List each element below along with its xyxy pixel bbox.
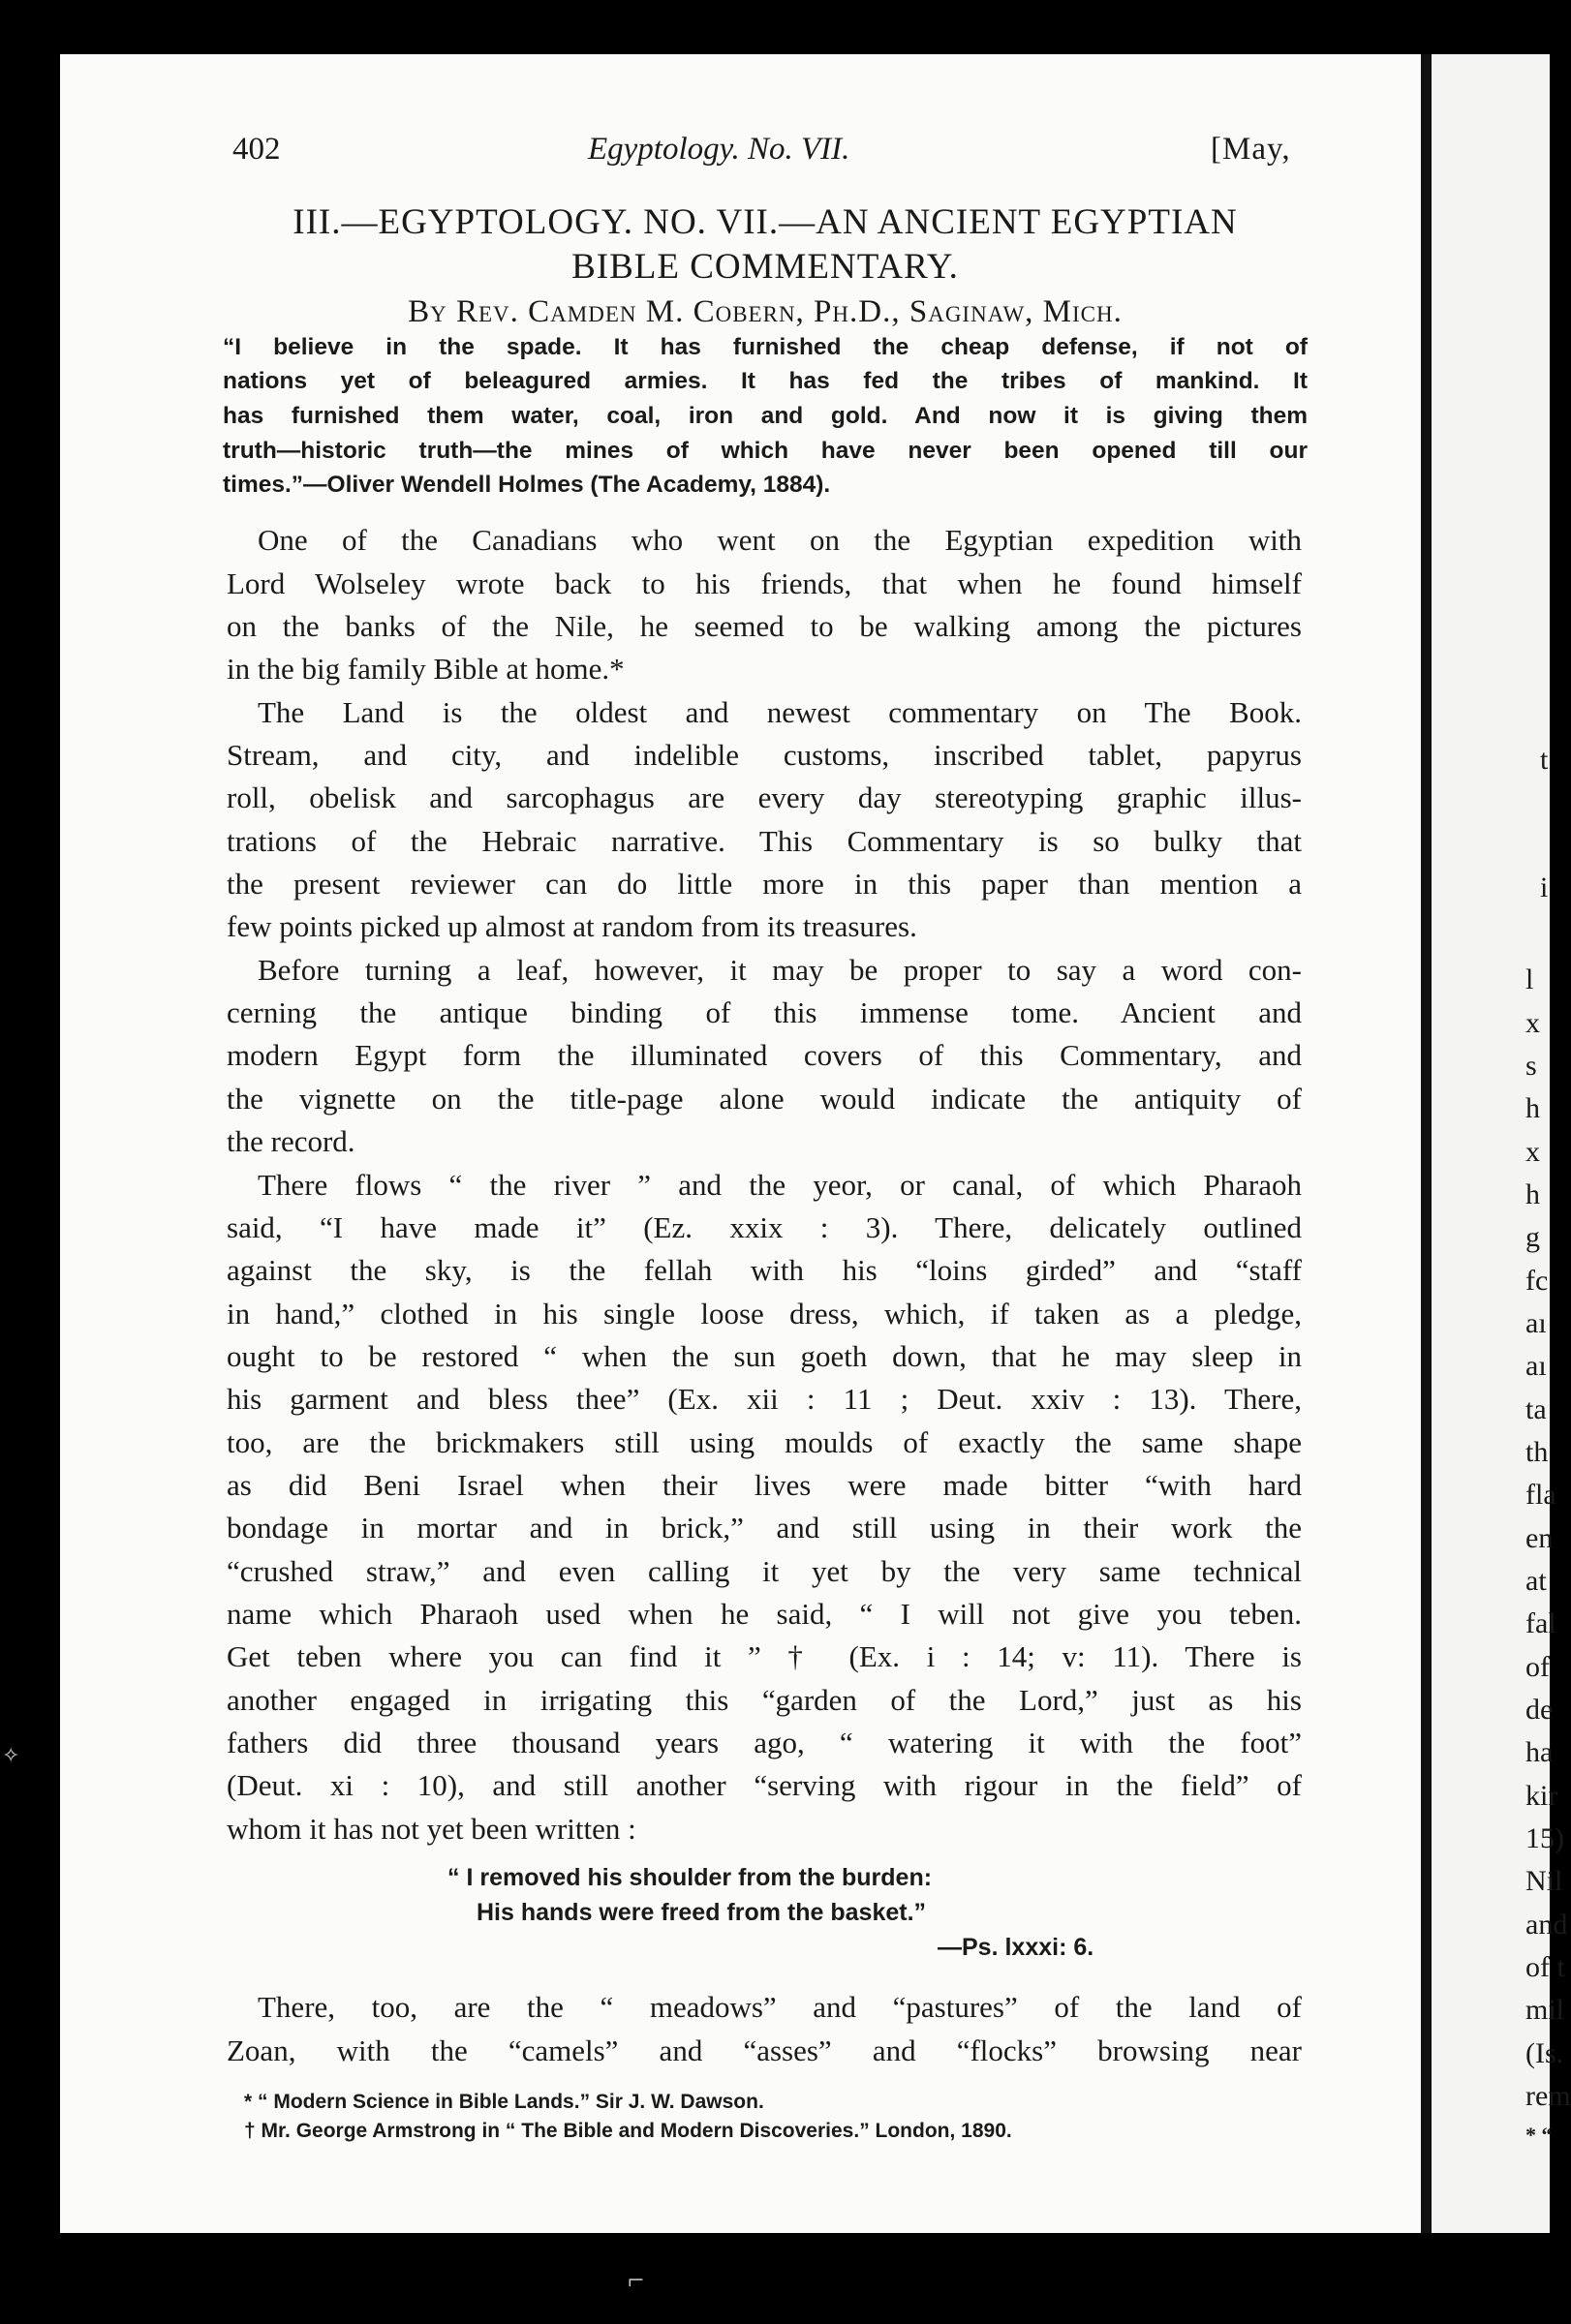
- article-title-line-2: BIBLE COMMENTARY.: [571, 247, 959, 287]
- verse-citation: —Ps. lxxxi: 6.: [938, 1934, 1094, 1961]
- page-number: 402: [232, 132, 281, 167]
- body-line: “crushed straw,” and even calling it yet by the very same technical: [227, 1554, 1302, 1588]
- body-line: his garment and bless thee” (Ex. xii : 11 ; Deut. xxiv : 13). There,: [227, 1382, 1302, 1416]
- facing-page-fragment: g: [1525, 1221, 1540, 1253]
- running-title: Egyptology. No. VII.: [588, 132, 850, 167]
- facing-page-fragment: en: [1525, 1522, 1554, 1554]
- facing-page-fragment: s: [1525, 1050, 1537, 1082]
- facing-page-fragment: at: [1525, 1565, 1547, 1597]
- facing-page-fragment: mil: [1525, 1994, 1565, 2026]
- facing-page-fragment: and: [1525, 1909, 1568, 1941]
- page-gutter: [1421, 54, 1432, 2233]
- body-line: whom it has not yet been written :: [227, 1812, 636, 1846]
- body-line: the record.: [227, 1124, 355, 1158]
- body-line: One of the Canadians who went on the Egyptian expedition with: [258, 523, 1302, 557]
- footnote: † Mr. George Armstrong in “ The Bible and Modern Discoveries.” London, 1890.: [244, 2120, 1012, 2142]
- body-line: roll, obelisk and sarcophagus are every day stereotyping graphic illus-: [227, 780, 1302, 814]
- body-line: said, “I have made it” (Ez. xxix : 3). There, delicately outlined: [227, 1210, 1302, 1244]
- body-line: on the banks of the Nile, he seemed to be walking among the pictures: [227, 609, 1302, 643]
- article-title-line-1: III.—EGYPTOLOGY. NO. VII.—AN ANCIENT EGYPTIAN: [293, 202, 1238, 242]
- verse-line: “ I removed his shoulder from the burden:: [447, 1864, 933, 1891]
- body-line: Zoan, with the “camels” and “asses” and “flocks” browsing near: [227, 2034, 1302, 2067]
- facing-page-fragment: fal: [1525, 1607, 1556, 1639]
- facing-page-fragment: l: [1525, 963, 1534, 995]
- facing-page-fragment: x: [1525, 1007, 1540, 1039]
- facing-page-fragment: rem: [1525, 2080, 1571, 2112]
- body-line: ought to be restored “ when the sun goeth down, that he may sleep in: [227, 1339, 1302, 1373]
- body-line: modern Egypt form the illuminated covers of this Commentary, and: [227, 1038, 1302, 1072]
- facing-page-fragment: aı: [1525, 1307, 1547, 1339]
- body-line: trations of the Hebraic narrative. This Commentary is so bulky that: [227, 824, 1302, 858]
- epigraph-line: times.”—Oliver Wendell Holmes (The Academy, 1884).: [223, 472, 831, 498]
- byline: By Rev. Camden M. Cobern, Ph.D., Saginaw, Mich.: [408, 294, 1123, 329]
- body-line: in the big family Bible at home.*: [227, 652, 625, 686]
- facing-page-fragment: th: [1525, 1436, 1549, 1468]
- body-line: Lord Wolseley wrote back to his friends, that when he found himself: [227, 566, 1302, 600]
- body-line: Get teben where you can find it ” † (Ex. i : 14; v: 11). There is: [227, 1639, 1302, 1673]
- body-line: in hand,” clothed in his single loose dress, which, if taken as a pledge,: [227, 1297, 1302, 1330]
- body-line: name which Pharaoh used when he said, “ I will not give you teben.: [227, 1597, 1302, 1631]
- facing-page-fragment: h: [1525, 1178, 1540, 1210]
- facing-page-fragment: 15): [1525, 1822, 1564, 1854]
- facing-page-fragment: kir: [1525, 1780, 1558, 1812]
- facing-page-fragment: h: [1525, 1092, 1540, 1124]
- body-line: as did Beni Israel when their lives were made bitter “with hard: [227, 1468, 1302, 1502]
- body-line: another engaged in irrigating this “garden of the Lord,” just as his: [227, 1683, 1302, 1717]
- body-line: (Deut. xi : 10), and still another “serving with rigour in the field” of: [227, 1768, 1302, 1802]
- facing-page-fragment: of: [1525, 1651, 1550, 1683]
- body-line: Stream, and city, and indelible customs, inscribed tablet, papyrus: [227, 738, 1302, 772]
- body-line: Before turning a leaf, however, it may be proper to say a word con-: [258, 953, 1302, 987]
- body-line: against the sky, is the fellah with his “loins girded” and “staff: [227, 1253, 1302, 1287]
- footnote: * “ Modern Science in Bible Lands.” Sir J. W. Dawson.: [244, 2091, 764, 2113]
- body-line: too, are the brickmakers still using moulds of exactly the same shape: [227, 1425, 1302, 1459]
- body-line: fathers did three thousand years ago, “ watering it with the foot”: [227, 1726, 1302, 1759]
- facing-page-fragment: de: [1525, 1694, 1554, 1726]
- body-line: the vignette on the title-page alone would indicate the antiquity of: [227, 1082, 1302, 1116]
- facing-page-fragment: of t: [1525, 1951, 1565, 1983]
- facing-page-fragment: Nil: [1525, 1865, 1563, 1897]
- body-line: few points picked up almost at random from its treasures.: [227, 909, 917, 943]
- scan-artifact: ⌐: [628, 2264, 644, 2296]
- facing-page-fragment: (Is.: [1525, 2037, 1564, 2069]
- facing-page-fragment: fla: [1525, 1479, 1556, 1511]
- body-line: There, too, are the “ meadows” and “pastures” of the land of: [258, 1990, 1302, 2024]
- body-line: bondage in mortar and in brick,” and still using in their work the: [227, 1511, 1302, 1544]
- epigraph-line: truth—historic truth—the mines of which have never been opened till our: [223, 438, 1308, 464]
- epigraph-line: has furnished them water, coal, iron and gold. And now it is giving them: [223, 403, 1308, 429]
- facing-page-fragment: ha: [1525, 1736, 1554, 1768]
- facing-page-fragment: i: [1540, 872, 1549, 903]
- running-date: [May,: [1211, 132, 1291, 167]
- body-line: the present reviewer can do little more in this paper than mention a: [227, 867, 1302, 901]
- facing-page-fragment: * “: [1525, 2123, 1553, 2147]
- scan-artifact: ✧: [2, 1743, 20, 1767]
- facing-page-fragment: x: [1525, 1136, 1540, 1168]
- epigraph-line: nations yet of beleagured armies. It has fed the tribes of mankind. It: [223, 368, 1308, 394]
- facing-page-fragment: fc: [1525, 1265, 1549, 1297]
- verse-line: His hands were freed from the basket.”: [477, 1899, 927, 1926]
- body-line: cerning the antique binding of this immense tome. Ancient and: [227, 995, 1302, 1029]
- facing-page-fragment: aı: [1525, 1350, 1547, 1382]
- facing-page-fragment: ta: [1525, 1393, 1547, 1425]
- facing-page-fragment: t: [1540, 744, 1549, 776]
- epigraph-line: “I believe in the spade. It has furnished the cheap defense, if not of: [223, 334, 1308, 360]
- body-line: The Land is the oldest and newest commentary on The Book.: [258, 695, 1302, 729]
- body-line: There flows “ the river ” and the yeor, or canal, of which Pharaoh: [258, 1168, 1302, 1202]
